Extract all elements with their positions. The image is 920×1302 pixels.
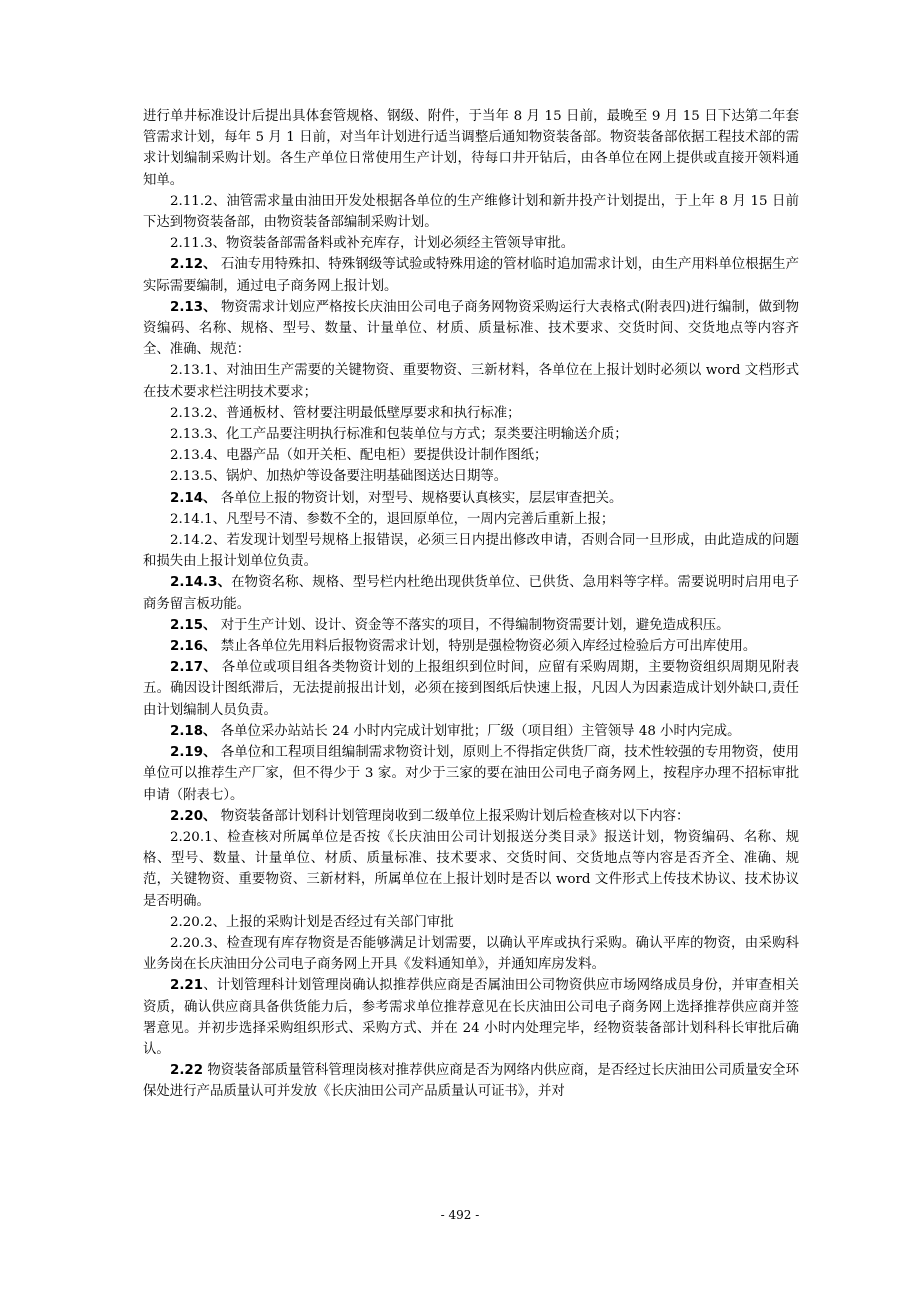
paragraph xyxy=(143,572,799,614)
paragraph xyxy=(143,424,799,445)
paragraph-text: 2.14.1、凡型号不清、参数不全的，退回原单位，一周内完善后重新上报； xyxy=(170,511,615,527)
clause-number: 2.19、 xyxy=(170,745,217,761)
paragraph xyxy=(143,827,799,912)
paragraph xyxy=(143,530,799,572)
paragraph-text: 进行单井标准设计后提出具体套管规格、钢级、附件，于当年 8 月 15 日前，最晚至 9 月 15 日下达第二年套管需求计划，每年 5 月 1 日前，对当年计划进行适当调整后通知物资装备部。物资装备部依据工程技术部的需求计划编制采购计划。各生产单位日常使用生产计划，待每口井开钻后，由各单位在网上提供或直接开领料通知单。 xyxy=(143,109,799,188)
page-number: - 492 - xyxy=(440,1208,480,1222)
paragraph xyxy=(143,975,799,1060)
clause-number: 2.15、 xyxy=(170,617,217,633)
paragraph-text: 2.20.3、检查现有库存物资是否能够满足计划需要，以确认平库或执行采购。确认平库的物资，由采购科业务岗在长庆油田分公司电子商务网上开具《发料通知单》，并通知库房发料。 xyxy=(143,935,799,973)
clause-number: 2.13、 xyxy=(170,299,217,315)
paragraph xyxy=(143,360,799,402)
paragraph-text: 物资需求计划应严格按长庆油田公司电子商务网物资采购运行大表格式(附表四)进行编制，做到物资编码、名称、规格、型号、数量、计量单位、材质、质量标准、技术要求、交货时间、交货地点等内容齐全、准确、规范： xyxy=(143,299,799,358)
paragraph xyxy=(143,615,799,636)
paragraph-text: 2.13.1、对油田生产需要的关键物资、重要物资、三新材料，各单位在上报计划时必须以 word 文档形式在技术要求栏注明技术要求； xyxy=(143,363,799,400)
paragraph-text: 对于生产计划、设计、资金等不落实的项目，不得编制物资需要计划，避免造成积压。 xyxy=(216,617,730,633)
paragraph-text: 各单位和工程项目组编制需求物资计划，原则上不得指定供货厂商，技术性较强的专用物资，使用单位可以推荐生产厂家，但不得少于 3 家。对少于三家的要在油田公司电子商务网上，按程序办理不招标审批申请（附表七）。 xyxy=(143,745,799,803)
paragraph-text: 石油专用特殊扣、特殊钢级等试验或特殊用途的管材临时追加需求计划，由生产用料单位根据生产实际需要编制，通过电子商务网上报计划。 xyxy=(143,257,799,294)
paragraph xyxy=(143,806,799,827)
paragraph xyxy=(143,106,799,191)
paragraph-text: 在物资名称、规格、型号栏内杜绝出现供货单位、已供货、急用料等字样。需要说明时启用电子商务留言板功能。 xyxy=(143,575,799,612)
paragraph xyxy=(143,297,799,361)
paragraph-text: 各单位或项目组各类物资计划的上报组织到位时间，应留有采购周期，主要物资组织周期见附表五。确因设计图纸滞后，无法提前报出计划，必须在接到图纸后快速上报，凡因人为因素造成计划外缺口,责任由计划编制人员负责。 xyxy=(143,660,799,718)
paragraph-text: 2.11.2、油管需求量由油田开发处根据各单位的生产维修计划和新井投产计划提出，于上年 8 月 15 日前下达到物资装备部，由物资装备部编制采购计划。 xyxy=(143,193,799,231)
paragraph xyxy=(143,721,799,742)
clause-number: 2.12、 xyxy=(170,257,217,273)
paragraph xyxy=(143,466,799,487)
clause-number: 2.16、 xyxy=(170,639,217,655)
paragraph xyxy=(143,254,799,296)
clause-number: 2.14.3、 xyxy=(170,575,232,591)
paragraph xyxy=(143,488,799,509)
paragraph xyxy=(143,933,799,975)
paragraph-text: 2.14.2、若发现计划型号规格上报错误，必须三日内提出修改申请，否则合同一旦形成，由此造成的问题和损失由上报计划单位负责。 xyxy=(143,533,799,570)
paragraph xyxy=(143,445,799,466)
paragraph xyxy=(143,657,799,721)
clause-number: 2.14、 xyxy=(170,490,217,506)
paragraph xyxy=(143,636,799,657)
clause-number: 2.17、 xyxy=(170,660,218,676)
paragraph-text: 2.20.2、上报的采购计划是否经过有关部门审批 xyxy=(170,914,454,930)
paragraph xyxy=(143,742,799,806)
clause-number: 2.21 xyxy=(170,978,204,994)
document-body xyxy=(143,106,799,1103)
paragraph-text: 各单位采办站站长 24 小时内完成计划审批；厂级（项目组）主管领导 48 小时内完成。 xyxy=(216,723,741,739)
clause-number: 2.18、 xyxy=(170,723,217,739)
paragraph-text: 各单位上报的物资计划，对型号、规格要认真核实，层层审查把关。 xyxy=(216,490,623,506)
paragraph-text: 2.11.3、物资装备部需备料或补充库存，计划必须经主管领导审批。 xyxy=(170,236,575,252)
paragraph-text: 2.13.2、普通板材、管材要注明最低壁厚要求和执行标准； xyxy=(170,405,521,421)
paragraph-text: 2.13.4、电器产品（如开关柜、配电柜）要提供设计制作图纸； xyxy=(170,448,548,464)
paragraph xyxy=(143,403,799,424)
paragraph-text: 物资装备部质量管科管理岗核对推荐供应商是否为网络内供应商，是否经过长庆油田公司质量安全环保处进行产品质量认可并发放《长庆油田公司产品质量认可证书》，并对 xyxy=(143,1063,799,1100)
paragraph-text: 2.13.5、锅炉、加热炉等设备要注明基础图送达日期等。 xyxy=(170,469,508,485)
paragraph xyxy=(143,912,799,933)
clause-number: 2.22 xyxy=(170,1063,204,1079)
paragraph-text: 禁止各单位先用料后报物资需求计划，特别是强检物资必须入库经过检验后方可出库使用。 xyxy=(216,639,757,655)
paragraph-text: 、计划管理科计划管理岗确认拟推荐供应商是否属油田公司物资供应市场网络成员身份，并审查相关资质，确认供应商具备供货能力后，参考需求单位推荐意见在长庆油田公司电子商务网上选择推荐供应商并签署意见。并初步选择采购组织形式、采购方式、并在 24 小时内处理完毕，经物资装备部计划科科长审批后确认。 xyxy=(143,978,799,1057)
paragraph xyxy=(143,191,799,233)
paragraph xyxy=(143,509,799,530)
paragraph-text: 2.20.1、检查核对所属单位是否按《长庆油田公司计划报送分类目录》报送计划，物资编码、名称、规格、型号、数量、计量单位、材质、质量标准、技术要求、交货时间、交货地点等内容是否齐全、准确、规范，关键物资、重要物资、三新材料，所属单位在上报计划时是否以 word 文件形式上传技术协议、技术协议是否明确。 xyxy=(143,829,799,909)
paragraph xyxy=(143,233,799,254)
paragraph-text: 2.13.3、化工产品要注明执行标准和包装单位与方式；泵类要注明输送介质； xyxy=(170,427,628,443)
clause-number: 2.20、 xyxy=(170,808,217,824)
paragraph-text: 物资装备部计划科计划管理岗收到二级单位上报采购计划后检查核对以下内容： xyxy=(216,808,690,824)
paragraph xyxy=(143,1060,799,1102)
